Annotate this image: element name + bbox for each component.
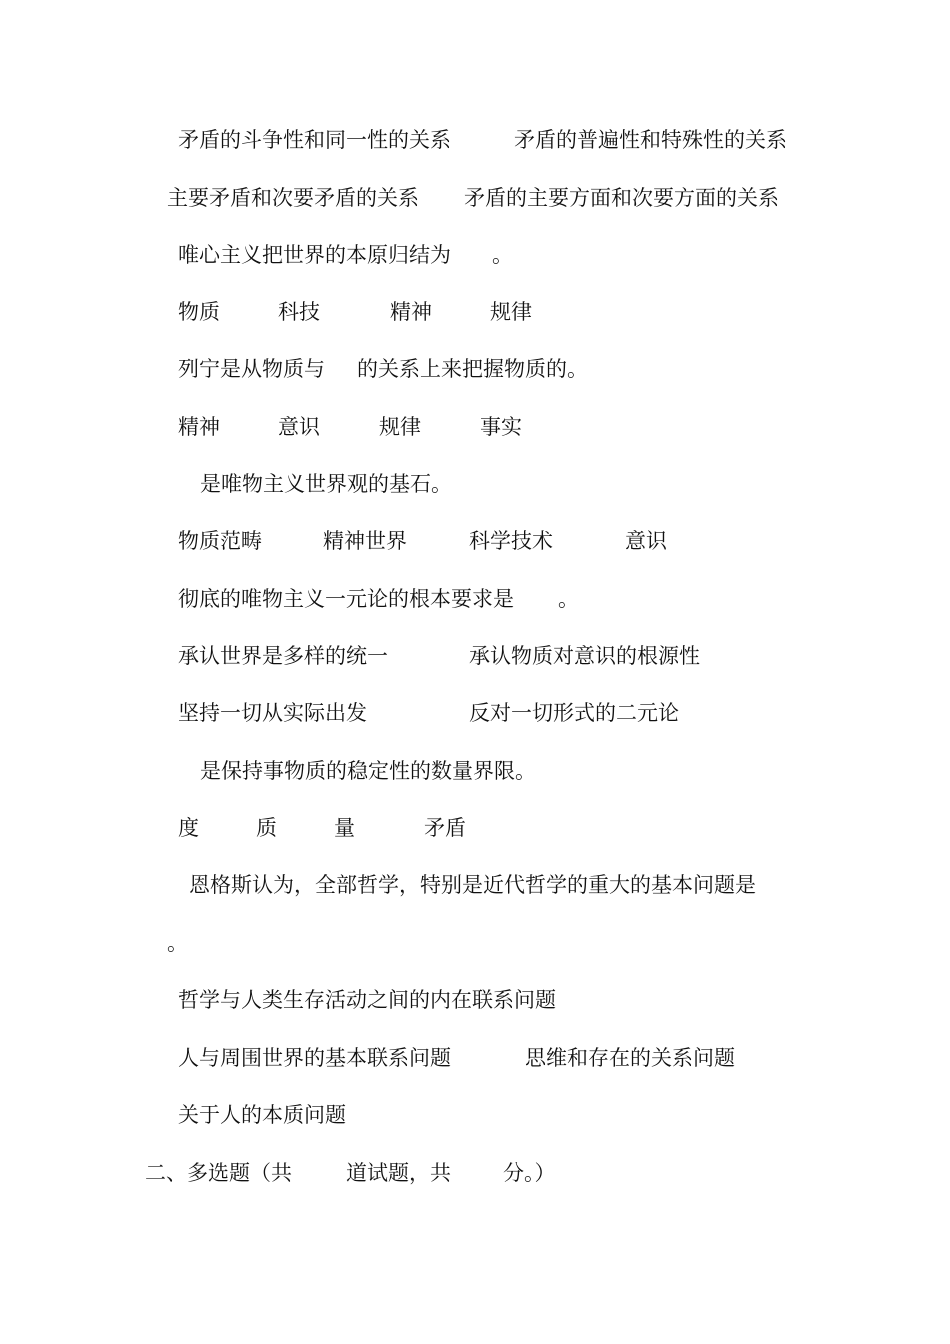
question-blank-end: 。 (558, 587, 579, 611)
option-text: 思维和存在的关系问题 (525, 1046, 735, 1070)
section-heading: 道试题，共 (346, 1161, 451, 1185)
option-text: 物质 (178, 300, 220, 324)
option-text: 科学技术 (469, 529, 553, 553)
option-text: 主要矛盾和次要矛盾的关系 (167, 186, 419, 210)
option-text: 关于人的本质问题 (178, 1103, 346, 1127)
option-text: 人与周围世界的基本联系问题 (178, 1046, 451, 1070)
option-text: 承认物质对意识的根源性 (469, 644, 700, 668)
question-text: 是保持事物质的稳定性的数量界限。 (200, 759, 536, 783)
option-text: 精神 (390, 300, 432, 324)
option-text: 质 (256, 816, 277, 840)
question-text: 列宁是从物质与 (178, 357, 325, 381)
option-text: 规律 (490, 300, 532, 324)
option-text: 哲学与人类生存活动之间的内在联系问题 (178, 988, 556, 1012)
option-text: 意识 (625, 529, 667, 553)
question-text: 彻底的唯物主义一元论的根本要求是 (178, 587, 514, 611)
section-heading: 二、多选题（共 (145, 1161, 292, 1185)
question-text: 唯心主义把世界的本原归结为 (178, 243, 451, 267)
option-text: 承认世界是多样的统一 (178, 644, 388, 668)
option-text: 精神 (178, 415, 220, 439)
option-text: 规律 (379, 415, 421, 439)
option-text: 矛盾的普遍性和特殊性的关系 (514, 128, 787, 152)
question-text: 是唯物主义世界观的基石。 (200, 472, 452, 496)
option-text: 科技 (278, 300, 320, 324)
option-text: 矛盾 (424, 816, 466, 840)
option-text: 矛盾的主要方面和次要方面的关系 (464, 186, 779, 210)
option-text: 量 (334, 816, 355, 840)
option-text: 反对一切形式的二元论 (469, 701, 679, 725)
question-text: 的关系上来把握物质的。 (357, 357, 588, 381)
section-heading: 分。） (503, 1161, 556, 1185)
question-blank-end: 。 (167, 931, 188, 955)
option-text: 度 (178, 816, 199, 840)
option-text: 意识 (278, 415, 320, 439)
question-blank-end: 。 (492, 243, 513, 267)
question-text: 恩格斯认为，全部哲学，特别是近代哲学的重大的基本问题是 (189, 873, 756, 897)
option-text: 物质范畴 (178, 529, 262, 553)
option-text: 坚持一切从实际出发 (178, 701, 367, 725)
option-text: 矛盾的斗争性和同一性的关系 (178, 128, 451, 152)
option-text: 精神世界 (323, 529, 407, 553)
option-text: 事实 (480, 415, 522, 439)
